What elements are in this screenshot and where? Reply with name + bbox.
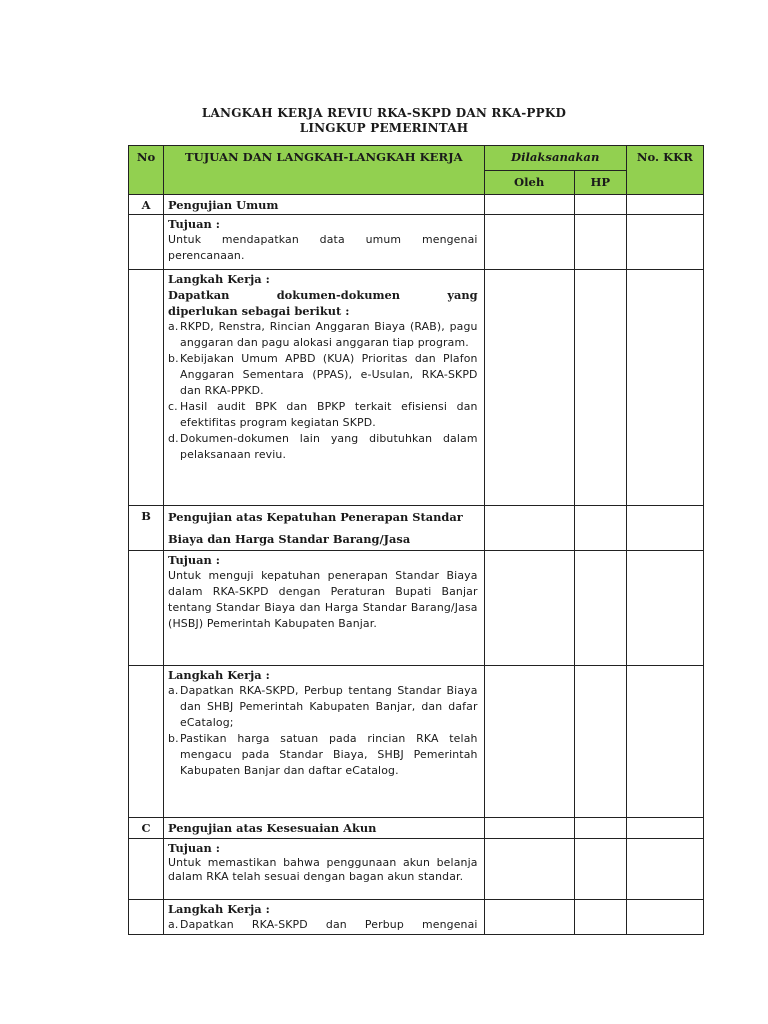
header-no: No	[129, 146, 164, 195]
work-steps-table	[128, 145, 704, 935]
tujuan-label: Tujuan :	[168, 841, 220, 855]
hp-cell[interactable]	[574, 666, 626, 818]
section-letter: A	[129, 195, 164, 215]
list-item: d. Dokumen-dokumen lain yang dibutuhkan dalam pelaksanaan reviu.	[168, 432, 478, 461]
langkah-row	[129, 270, 704, 506]
tujuan-label: Tujuan :	[168, 553, 220, 567]
oleh-cell[interactable]	[484, 551, 574, 666]
langkah-row	[129, 666, 704, 818]
list-item: a. RKPD, Renstra, Rincian Anggaran Biaya (RAB), pagu anggaran dan pagu alokasi anggaran tiap program.	[168, 320, 478, 349]
list-item: c. Hasil audit BPK dan BPKP terkait efisiensi dan efektifitas program kegiatan SKPD.	[168, 400, 478, 429]
kkr-cell[interactable]	[626, 818, 703, 839]
hp-cell[interactable]	[574, 839, 626, 900]
oleh-cell[interactable]	[484, 666, 574, 818]
step-list	[168, 319, 478, 463]
section-row-b	[129, 506, 704, 551]
kkr-cell[interactable]	[626, 195, 703, 215]
langkah-label: Langkah Kerja :	[168, 902, 270, 916]
section-title-cont: Biaya dan Harga Standar Barang/Jasa	[168, 532, 411, 546]
kkr-cell[interactable]	[626, 900, 703, 935]
tujuan-text: Untuk menguji kepatuhan penerapan Standar Biaya dalam RKA-SKPD dengan Peraturan Bupati Banjar tentang Standar Biaya dan Harga Standar Barang/Jasa (HSBJ) Pemerintah Kabupaten Banjar.	[168, 569, 478, 630]
header-oleh: Oleh	[484, 171, 574, 195]
oleh-cell[interactable]	[484, 900, 574, 935]
list-item: a. Dapatkan RKA-SKPD dan Perbup mengenai	[168, 918, 478, 931]
kkr-cell[interactable]	[626, 506, 703, 551]
oleh-cell[interactable]	[484, 270, 574, 506]
langkah-label: Langkah Kerja :	[168, 668, 270, 682]
kkr-cell[interactable]	[626, 215, 703, 270]
kkr-cell[interactable]	[626, 666, 703, 818]
kkr-cell[interactable]	[626, 839, 703, 900]
section-row-a	[129, 195, 704, 215]
document-subtitle: LINGKUP PEMERINTAH	[299, 121, 469, 135]
header-hp: HP	[574, 171, 626, 195]
langkah-row	[129, 900, 704, 935]
step-list	[168, 917, 478, 933]
tujuan-text: Untuk mendapatkan data umum mengenai perencanaan.	[168, 233, 478, 262]
list-item: b. Kebijakan Umum APBD (KUA) Prioritas dan Plafon Anggaran Sementara (PPAS), e-Usulan, RKA-SKPD dan RKA-PPKD.	[168, 352, 478, 397]
section-title: Pengujian atas Kesesuaian Akun	[164, 818, 485, 839]
langkah-lead: Dapatkan dokumen-dokumen yang	[168, 288, 478, 302]
header-dilaksanakan: Dilaksanakan	[484, 146, 626, 171]
hp-cell[interactable]	[574, 818, 626, 839]
hp-cell[interactable]	[574, 195, 626, 215]
oleh-cell[interactable]	[484, 506, 574, 551]
hp-cell[interactable]	[574, 900, 626, 935]
section-title: Pengujian Umum	[164, 195, 485, 215]
section-letter: B	[129, 506, 164, 551]
hp-cell[interactable]	[574, 551, 626, 666]
kkr-cell[interactable]	[626, 270, 703, 506]
section-letter: C	[129, 818, 164, 839]
langkah-label: Langkah Kerja :	[168, 272, 270, 286]
tujuan-row	[129, 839, 704, 900]
tujuan-label: Tujuan :	[168, 217, 220, 231]
oleh-cell[interactable]	[484, 818, 574, 839]
tujuan-text: Untuk memastikan bahwa penggunaan akun belanja dalam RKA telah sesuai dengan bagan akun standar.	[168, 856, 478, 883]
header-description: TUJUAN DAN LANGKAH-LANGKAH KERJA	[164, 146, 485, 195]
section-title: Pengujian atas Kepatuhan Penerapan Standar	[168, 510, 463, 524]
header-no-kkr: No. KKR	[626, 146, 703, 195]
oleh-cell[interactable]	[484, 215, 574, 270]
section-row-c	[129, 818, 704, 839]
tujuan-row	[129, 215, 704, 270]
step-list	[168, 683, 478, 779]
tujuan-row	[129, 551, 704, 666]
document-title: LANGKAH KERJA REVIU RKA-SKPD DAN RKA-PPKD	[201, 106, 567, 120]
list-item: b. Pastikan harga satuan pada rincian RKA telah mengacu pada Standar Biaya, SHBJ Pemerintah Kabupaten Banjar dan daftar eCatalog.	[168, 732, 478, 777]
oleh-cell[interactable]	[484, 195, 574, 215]
hp-cell[interactable]	[574, 506, 626, 551]
hp-cell[interactable]	[574, 270, 626, 506]
oleh-cell[interactable]	[484, 839, 574, 900]
hp-cell[interactable]	[574, 215, 626, 270]
langkah-lead-cont: diperlukan sebagai berikut :	[168, 304, 350, 318]
list-item: a. Dapatkan RKA-SKPD, Perbup tentang Standar Biaya dan SHBJ Pemerintah Kabupaten Banjar, dan dafar eCatalog;	[168, 684, 478, 729]
kkr-cell[interactable]	[626, 551, 703, 666]
